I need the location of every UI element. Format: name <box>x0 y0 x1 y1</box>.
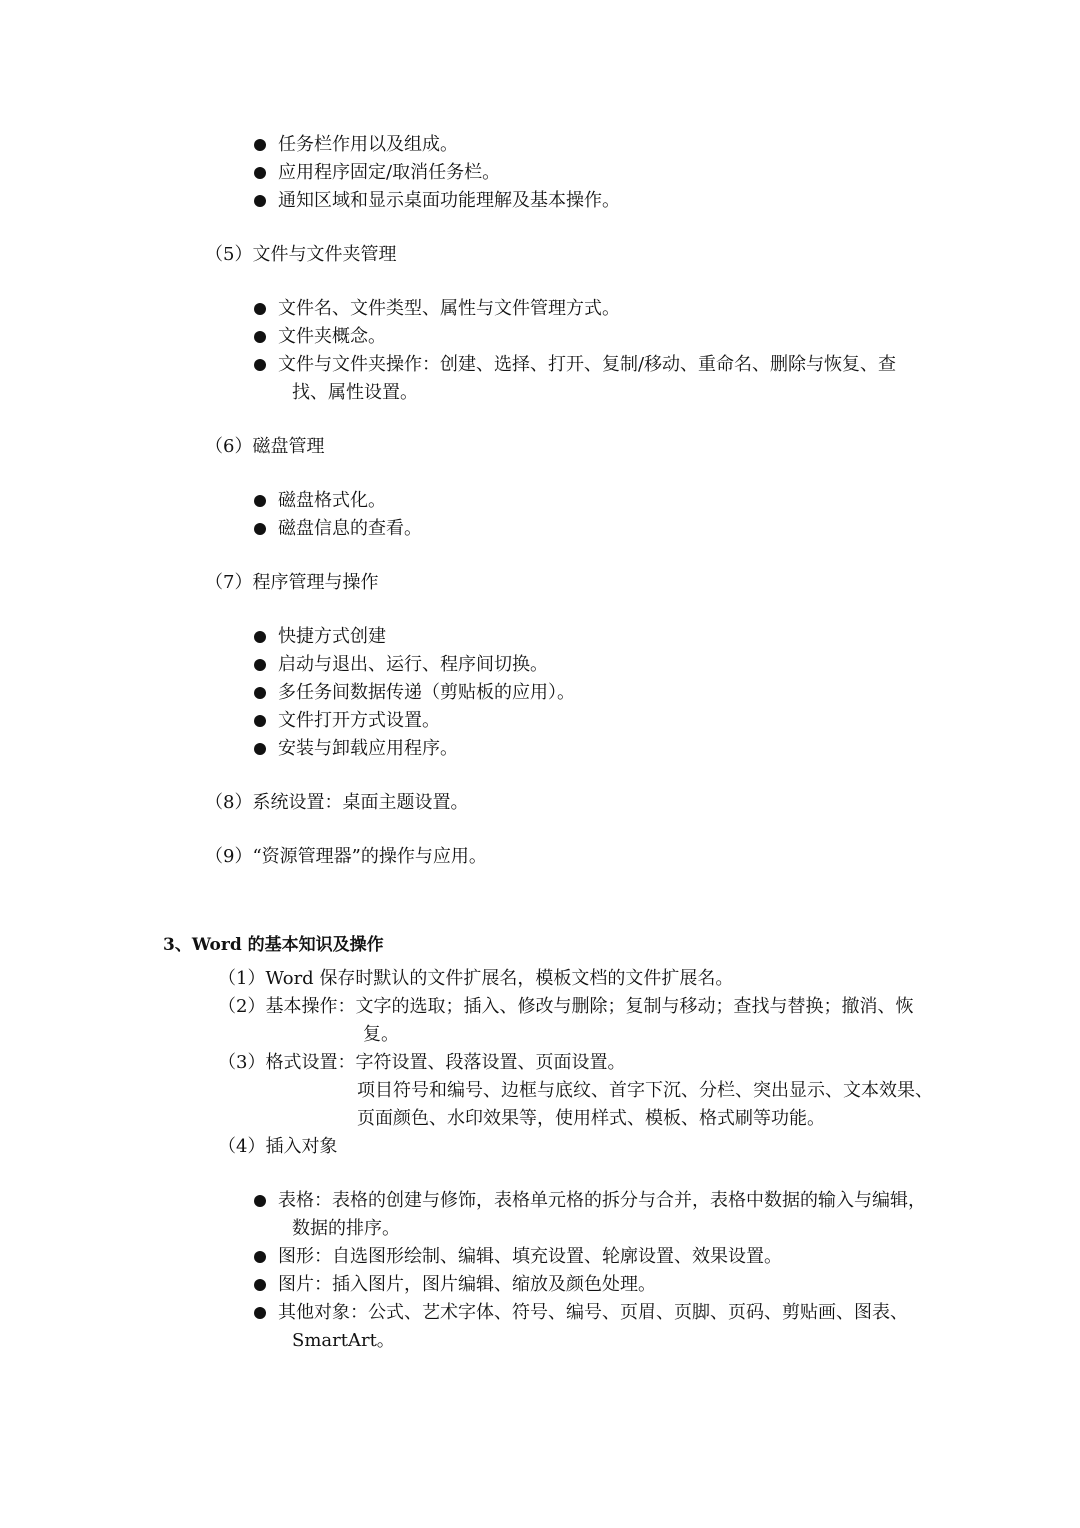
bullet-icon <box>254 303 266 315</box>
list-item: 图片：插入图片，图片编辑、缩放及颜色处理。 <box>250 1271 950 1299</box>
bullet-icon <box>254 1307 266 1319</box>
bullet-icon <box>254 195 266 207</box>
bullet-icon <box>254 331 266 343</box>
list-item: 安装与卸载应用程序。 <box>250 735 950 763</box>
bullet-icon <box>254 139 266 151</box>
paragraph-continuation: 页面颜色、水印效果等，使用样式、模板、格式刷等功能。 <box>357 1108 825 1129</box>
paragraph-continuation: 复。 <box>363 1024 399 1045</box>
list-item: 图形：自选图形绘制、编辑、填充设置、轮廓设置、效果设置。 <box>250 1243 950 1271</box>
list-item: 快捷方式创建 <box>250 623 950 651</box>
bullet-icon <box>254 687 266 699</box>
list-item: 应用程序固定/取消任务栏。 <box>250 159 950 187</box>
list-item: 多任务间数据传递（剪贴板的应用）。 <box>250 679 950 707</box>
subsection-heading: （9）“资源管理器”的操作与应用。 <box>205 846 487 867</box>
bullet-icon <box>254 359 266 371</box>
bullet-icon <box>254 167 266 179</box>
bullet-icon <box>254 1279 266 1291</box>
subsection-heading: （4）插入对象 <box>218 1136 338 1157</box>
subsection-heading: （5）文件与文件夹管理 <box>205 244 397 265</box>
bullet-icon <box>254 631 266 643</box>
list-item: 表格：表格的创建与修饰，表格单元格的拆分与合并，表格中数据的输入与编辑， 数据的排序。 <box>250 1187 950 1243</box>
paragraph-continuation: 项目符号和编号、边框与底纹、首字下沉、分栏、突出显示、文本效果、 <box>357 1080 933 1101</box>
bullet-icon <box>254 715 266 727</box>
bullet-icon <box>254 1251 266 1263</box>
list-item: 文件夹概念。 <box>250 323 950 351</box>
list-item: 文件与文件夹操作：创建、选择、打开、复制/移动、重命名、删除与恢复、查 找、属性设置。 <box>250 351 950 407</box>
subsection-heading: （6）磁盘管理 <box>205 436 325 457</box>
subsection-heading: （7）程序管理与操作 <box>205 572 379 593</box>
list-item: 启动与退出、运行、程序间切换。 <box>250 651 950 679</box>
paragraph: （1）Word 保存时默认的文件扩展名，模板文档的文件扩展名。 <box>218 968 734 989</box>
bullet-icon <box>254 743 266 755</box>
bullet-icon <box>254 659 266 671</box>
paragraph: （2）基本操作：文字的选取；插入、修改与删除；复制与移动；查找与替换；撤消、恢 <box>218 996 914 1017</box>
bullet-icon <box>254 1195 266 1207</box>
list-item: 文件打开方式设置。 <box>250 707 950 735</box>
list-item: 任务栏作用以及组成。 <box>250 131 950 159</box>
subsection-heading: （8）系统设置：桌面主题设置。 <box>205 792 469 813</box>
list-item: 通知区域和显示桌面功能理解及基本操作。 <box>250 187 950 215</box>
paragraph: （3）格式设置：字符设置、段落设置、页面设置。 <box>218 1052 626 1073</box>
bullet-icon <box>254 495 266 507</box>
list-item: 磁盘信息的查看。 <box>250 515 950 543</box>
list-item: 磁盘格式化。 <box>250 487 950 515</box>
bullet-icon <box>254 523 266 535</box>
list-item: 其他对象：公式、艺术字体、符号、编号、页眉、页脚、页码、剪贴画、图表、 SmartArt。 <box>250 1299 950 1355</box>
section-title: 3、Word 的基本知识及操作 <box>163 935 384 955</box>
list-item: 文件名、文件类型、属性与文件管理方式。 <box>250 295 950 323</box>
